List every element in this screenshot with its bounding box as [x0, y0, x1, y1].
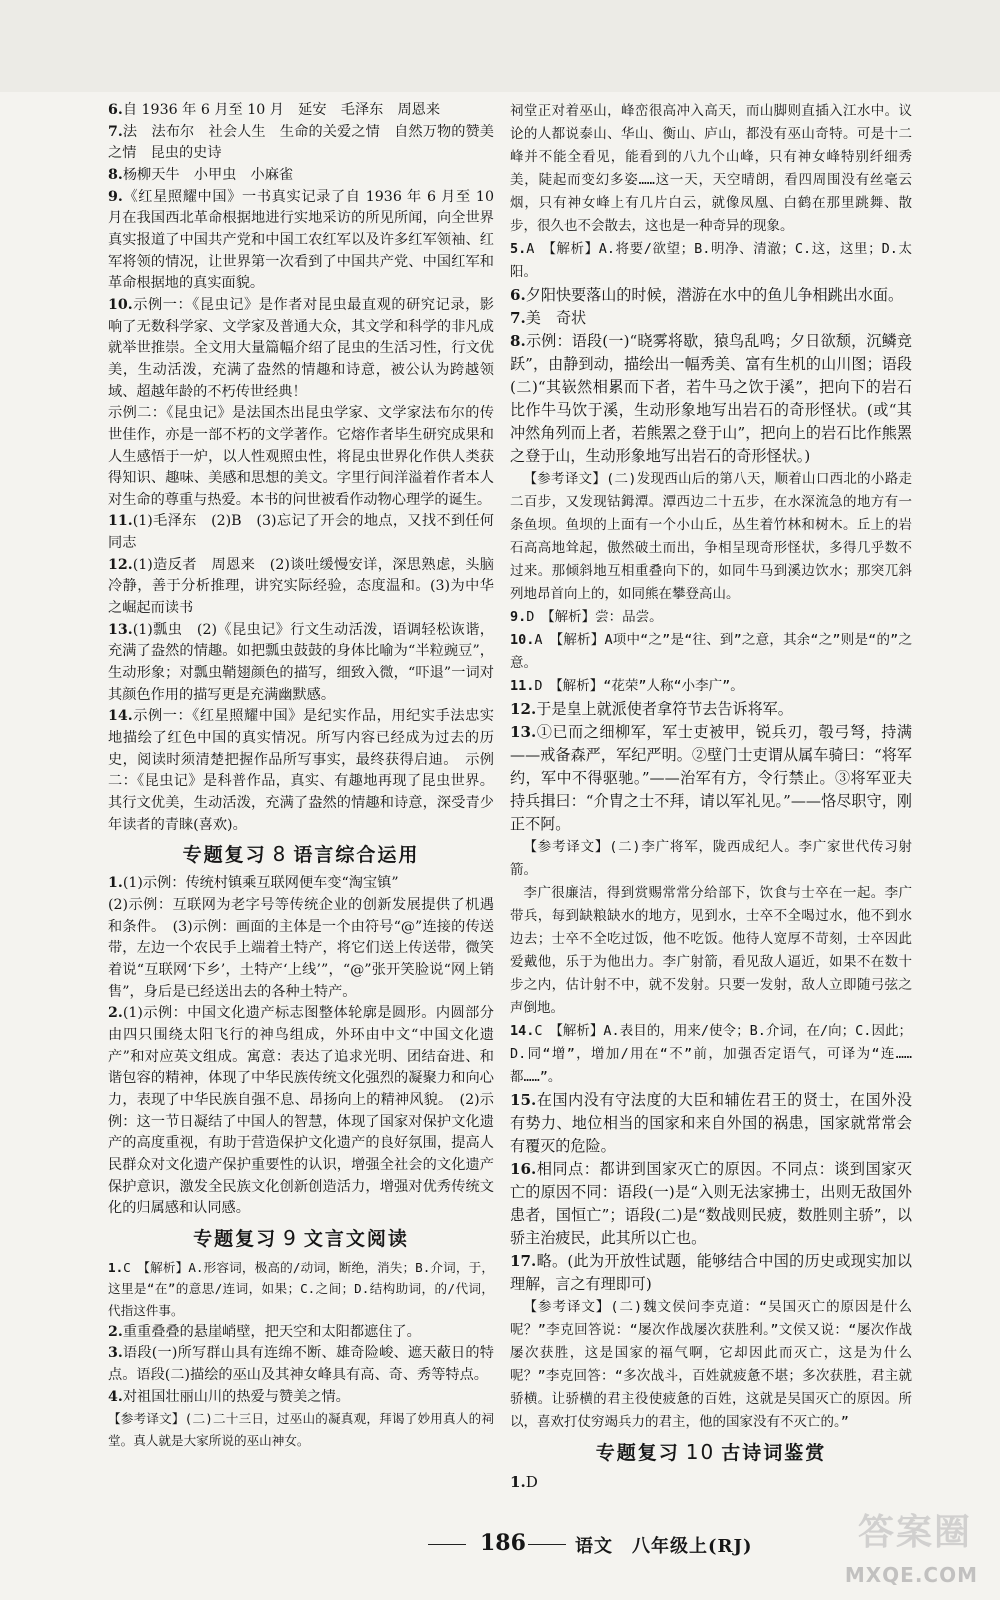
section-heading-number: 8 — [272, 842, 288, 867]
answer-item: 8.杨柳天牛 小甲虫 小麻雀 — [108, 166, 294, 183]
answer-item: 16.相同点：都讲到国家灭亡的原因。不同点：谈到国家灭亡的原因不同：语段(一)是“入则无法家拂士，出则无敌国外患者，国恒亡”；语段(二)是“数战则民疲，数胜则主骄”，以骄主治疲民，此其所以亡也。 — [510, 1160, 912, 1247]
answer-item: (2)示例：互联网为老字号等传统企业的创新发展提供了机遇和条件。 (3)示例：画面的主体是一个由符号“@”连接的传送带，左边一个农民手上端着土特产，将它们送上传送带，微笑着说“互联网‘下乡’，土特产‘上线’”，“@”张开笑脸说“网上销售”，身后是已经送出去的各种土特产。 — [108, 896, 494, 1000]
answer-item: 4.对祖国壮丽山川的热爱与赞美之情。 — [108, 1388, 350, 1405]
section-heading — [108, 839, 494, 870]
answer-item: 1.D — [510, 1473, 538, 1491]
answer-item: 8.示例：语段(一)“晓雾将歇，猿鸟乱鸣；夕日欲颓，沉鳞竞跃”，由静到动，描绘出一幅秀美、富有生机的山川图；语段(二)“其嵚然相累而下者，若牛马之饮于溪”，把向下的岩石比作牛马饮于溪，生动形象地写出岩石的奇形怪状。(或“其冲然角列而上者，若熊罴之登于山”，把向上的岩石比作熊罴之登于山，生动形象地写出岩石的奇形怪状。) — [510, 332, 912, 465]
watermark-logo: 答案圈 — [857, 1512, 972, 1553]
answer-item: 2.重重叠叠的悬崖峭壁，把天空和太阳都遮住了。 — [108, 1323, 421, 1340]
answer-item: 13.①已而之细柳军，军士吏被甲，锐兵刃，彀弓弩，持满——戒备森严，军纪严明。②壁门士吏谓从属车骑曰：“将军约，军中不得驱驰。”——治军有方，令行禁止。③将军亚夫持兵揖曰：“介胄之士不拜，请以军礼见。”——恪尽职守，刚正不阿。 — [510, 723, 912, 833]
answer-item: 12.(1)造反者 周恩来 (2)谈吐缓慢安详，深思熟虑，头脑冷静，善于分析推理，讲究实际经验，态度温和。(3)为中华之崛起而读书 — [108, 556, 494, 617]
section-heading-number: 10 — [685, 1440, 716, 1464]
answer-item: 6.自 1936 年 6 月至 10 月 延安 毛泽东 周恩来 — [108, 102, 441, 118]
answer-item: 7.美 奇状 — [510, 309, 587, 327]
footer-dash-right — [528, 1544, 566, 1545]
section-heading-prefix: 专题复习 — [193, 1227, 278, 1250]
section-heading-title: 语言综合运用 — [293, 844, 420, 867]
section-heading-title: 古诗词鉴赏 — [721, 1442, 827, 1464]
answer-explanation: 14.C 【解析】A.表目的，用来/使令；B.介词，在/向；C.因此；D.同“增”，增加/用在“不”前，加强否定语气，可译为“连……都……”。 — [510, 1023, 912, 1085]
footer-dash-left — [428, 1544, 466, 1545]
page-number: 186 — [480, 1530, 526, 1556]
answer-item: 示例二：《昆虫记》是法国杰出昆虫学家、文学家法布尔的传世佳作，亦是一部不朽的文学著作。它熔作者毕生研究成果和人生感悟于一炉，以人性观照虫性，将昆虫世界化作供人类获得知识、趣味、美感和思想的美文。字里行间洋溢着作者本人对生命的尊重与热爱。本书的问世被看作动物心理学的诞生。 — [108, 405, 494, 508]
answer-explanation: 【参考译文】(二)二十三日，过巫山的凝真观，拜谒了妙用真人的祠堂。真人就是大家所说的巫山神女。 — [108, 1411, 494, 1449]
answer-item: 7.法 法布尔 社会人生 生命的关爱之情 自然万物的赞美之情 昆虫的史诗 — [108, 123, 494, 162]
answer-item: 14.示例一：《红星照耀中国》是纪实作品，用纪实手法忠实地描绘了红色中国的真实情况。所写内容已经成为过去的历史，阅读时须清楚把握作品所写事实，最终获得启迪。 示例二：《昆虫记》是科普作品，真实、有趣地再现了昆虫世界。其行文优美，生动活泼，充满了盎然的情趣和诗意，深受青少年读者的青睐(喜欢)。 — [108, 708, 494, 833]
right-column — [510, 100, 912, 1494]
answer-explanation: 李广很廉洁，得到赏赐常常分给部下，饮食与士卒在一起。李广带兵，每到缺粮缺水的地方，见到水，士卒不全喝过水，他不到水边去；士卒不全吃过饭，他不吃饭。他待人宽厚不苛刻，士卒因此爱戴他，乐于为他出力。李广射箭，看见敌人逼近，如果不在数十步之内，估计射不中，就不发射。只要一发射，敌人立即随弓弦之声倒地。 — [510, 885, 912, 1016]
watermark-url: MXQE.COM — [844, 1563, 978, 1587]
answer-item: 1.(1)示例：传统村镇乘互联网便车变“淘宝镇” — [108, 875, 399, 892]
left-column — [108, 100, 494, 1452]
answer-explanation: 10.A 【解析】A项中“之”是“往、到”之意，其余“之”则是“的”之意。 — [510, 632, 912, 671]
answer-item: 15.在国内没有守法度的大臣和辅佐君王的贤士，在国外没有势力、地位相当的国家和来自外国的祸患，国家就常常会有覆灭的危险。 — [510, 1091, 912, 1155]
answer-item: 2.(1)示例：中国文化遗产标志图整体轮廓是圆形。内圆部分由四只围绕太阳飞行的神鸟组成，外环由中文“中国文化遗产”和对应英文组成。寓意：表达了追求光明、团结奋进、和谐包容的精神，体现了中华民族传统文化强烈的凝聚力和向心力，表现了中华民族自强不息、昂扬向上的精神风貌。 (2)示例：这一节日凝结了中国人的智慧，体现了国家对保护文化遗产的高度重视，有助于营造保护文化遗产的良好氛围，提高人民群众对文化遗产保护重要性的认识，增强全社会的文化遗产保护意识，激发全民族文化创新创造活力，增强对优秀传统文化的归属感和认同感。 — [108, 1005, 494, 1217]
section-heading-prefix: 专题复习 — [182, 844, 267, 867]
answer-item: 6.夕阳快要落山的时候，潜游在水中的鱼儿争相跳出水面。 — [510, 286, 904, 304]
answer-item: 12.于是皇上就派使者拿符节去告诉将军。 — [510, 700, 793, 718]
section-heading — [510, 1437, 912, 1468]
answer-item: 17.略。(此为开放性试题，能够结合中国的历史或现实加以理解，言之有理即可) — [510, 1252, 912, 1293]
scan-top-band — [0, 0, 1000, 92]
answer-item: 3.语段(一)所写群山具有连绵不断、雄奇险峻、遮天蔽日的特点。语段(二)描绘的巫山及其神女峰具有高、奇、秀等特点。 — [108, 1345, 494, 1384]
section-heading-prefix: 专题复习 — [595, 1442, 680, 1464]
answer-explanation: 【参考译文】(二)李广将军，陇西成纪人。李广家世代传习射箭。 — [510, 839, 912, 878]
answer-explanation: 5.A 【解析】A.将要/欲望；B.明净、清澈；C.这，这里；D.太阳。 — [510, 241, 912, 280]
answer-explanation: 9.D 【解析】尝：品尝。 — [510, 609, 663, 625]
answer-explanation: 祠堂正对着巫山，峰峦很高冲入高天，而山脚则直插入江水中。议论的人都说泰山、华山、衡山、庐山，都没有巫山奇特。可是十二峰并不能全看见，能看到的八九个山峰，只有神女峰特别纤细秀美，陡起而变幻多姿……这一天，天空晴朗，看四周围没有丝毫云烟，只有神女峰上有几片白云，就像凤凰、白鹤在那里跳舞、散步，很久也不会散去，这也是一种奇异的现象。 — [510, 103, 912, 234]
section-heading-title: 文言文阅读 — [303, 1227, 409, 1250]
answer-explanation: 11.D 【解析】“花荣”人称“小李广”。 — [510, 678, 744, 694]
answer-explanation: 【参考译文】(二)魏文侯问李克道：“吴国灭亡的原因是什么呢？”李克回答说：“屡次作战屡次获胜利。”文侯又说：“屡次作战屡次获胜，这是国家的福气啊，它却因此而灭亡，这是为什么呢？”李克回答：“多次战斗，百姓就疲惫不堪；多次获胜，君主就骄横。让骄横的君主役使疲惫的百姓，这就是吴国灭亡的原因。所以，喜欢打仗穷竭兵力的君主，他的国家没有不灭亡的。” — [510, 1299, 912, 1430]
section-heading — [108, 1223, 494, 1254]
book-label: 语文 八年级上(RJ) — [575, 1536, 753, 1557]
answer-item: 13.(1)瓢虫 (2)《昆虫记》行文生动活泼，语调轻松诙谐，充满了盎然的情趣。如把瓢虫鼓鼓的身体比喻为“半粒豌豆”，生动形象；对瓢虫鞘翅颜色的描写，细致入微，“吓退”一词对其颜色作用的描写更是充满幽默感。 — [108, 621, 494, 703]
answer-item: 10.示例一：《昆虫记》是作者对昆虫最直观的研究记录，影响了无数科学家、文学家及普通大众，其文学和科学的非凡成就举世推崇。全文用大量篇幅介绍了昆虫的生活习性，行文优美，生动活泼，充满了盎然的情趣和诗意，被公认为跨越领域、超越年龄的不朽传世经典！ — [108, 296, 494, 400]
answer-item: 11.(1)毛泽东 (2)B (3)忘记了开会的地点，又找不到任何同志 — [108, 513, 494, 552]
answer-item: 9.《红星照耀中国》一书真实记录了自 1936 年 6 月至 10 月在我国西北革命根据地进行实地采访的所见所闻，向全世界真实报道了中国共产党和中国工农红军以及许多红军领袖、红军将领的情况，让世界第一次看到了中国共产党、中国红军和革命根据地的真实面貌。 — [108, 188, 494, 292]
section-heading-number: 9 — [283, 1225, 298, 1250]
watermark — [808, 1498, 978, 1593]
answer-explanation: 1.C 【解析】A.形容词，极高的/动词，断绝，消失；B.介词，于，这里是“在”的意思/连词，如果；C.之间；D.结构助词，的/代词，代指这件事。 — [108, 1259, 494, 1319]
answer-explanation: 【参考译文】(二)发现西山后的第八天，顺着山口西北的小路走二百步，又发现钴鉧潭。潭西边二十五步，在水深流急的地方有一条鱼坝。鱼坝的上面有一个小山丘，丛生着竹林和树木。丘上的岩石高高地耸起，傲然破土而出，争相呈现奇形怪状，多得几乎数不过来。那倾斜地互相重叠向下的，如同牛马到溪边饮水；那突兀斜列地昂首向上的，如同熊在攀登高山。 — [510, 471, 912, 602]
